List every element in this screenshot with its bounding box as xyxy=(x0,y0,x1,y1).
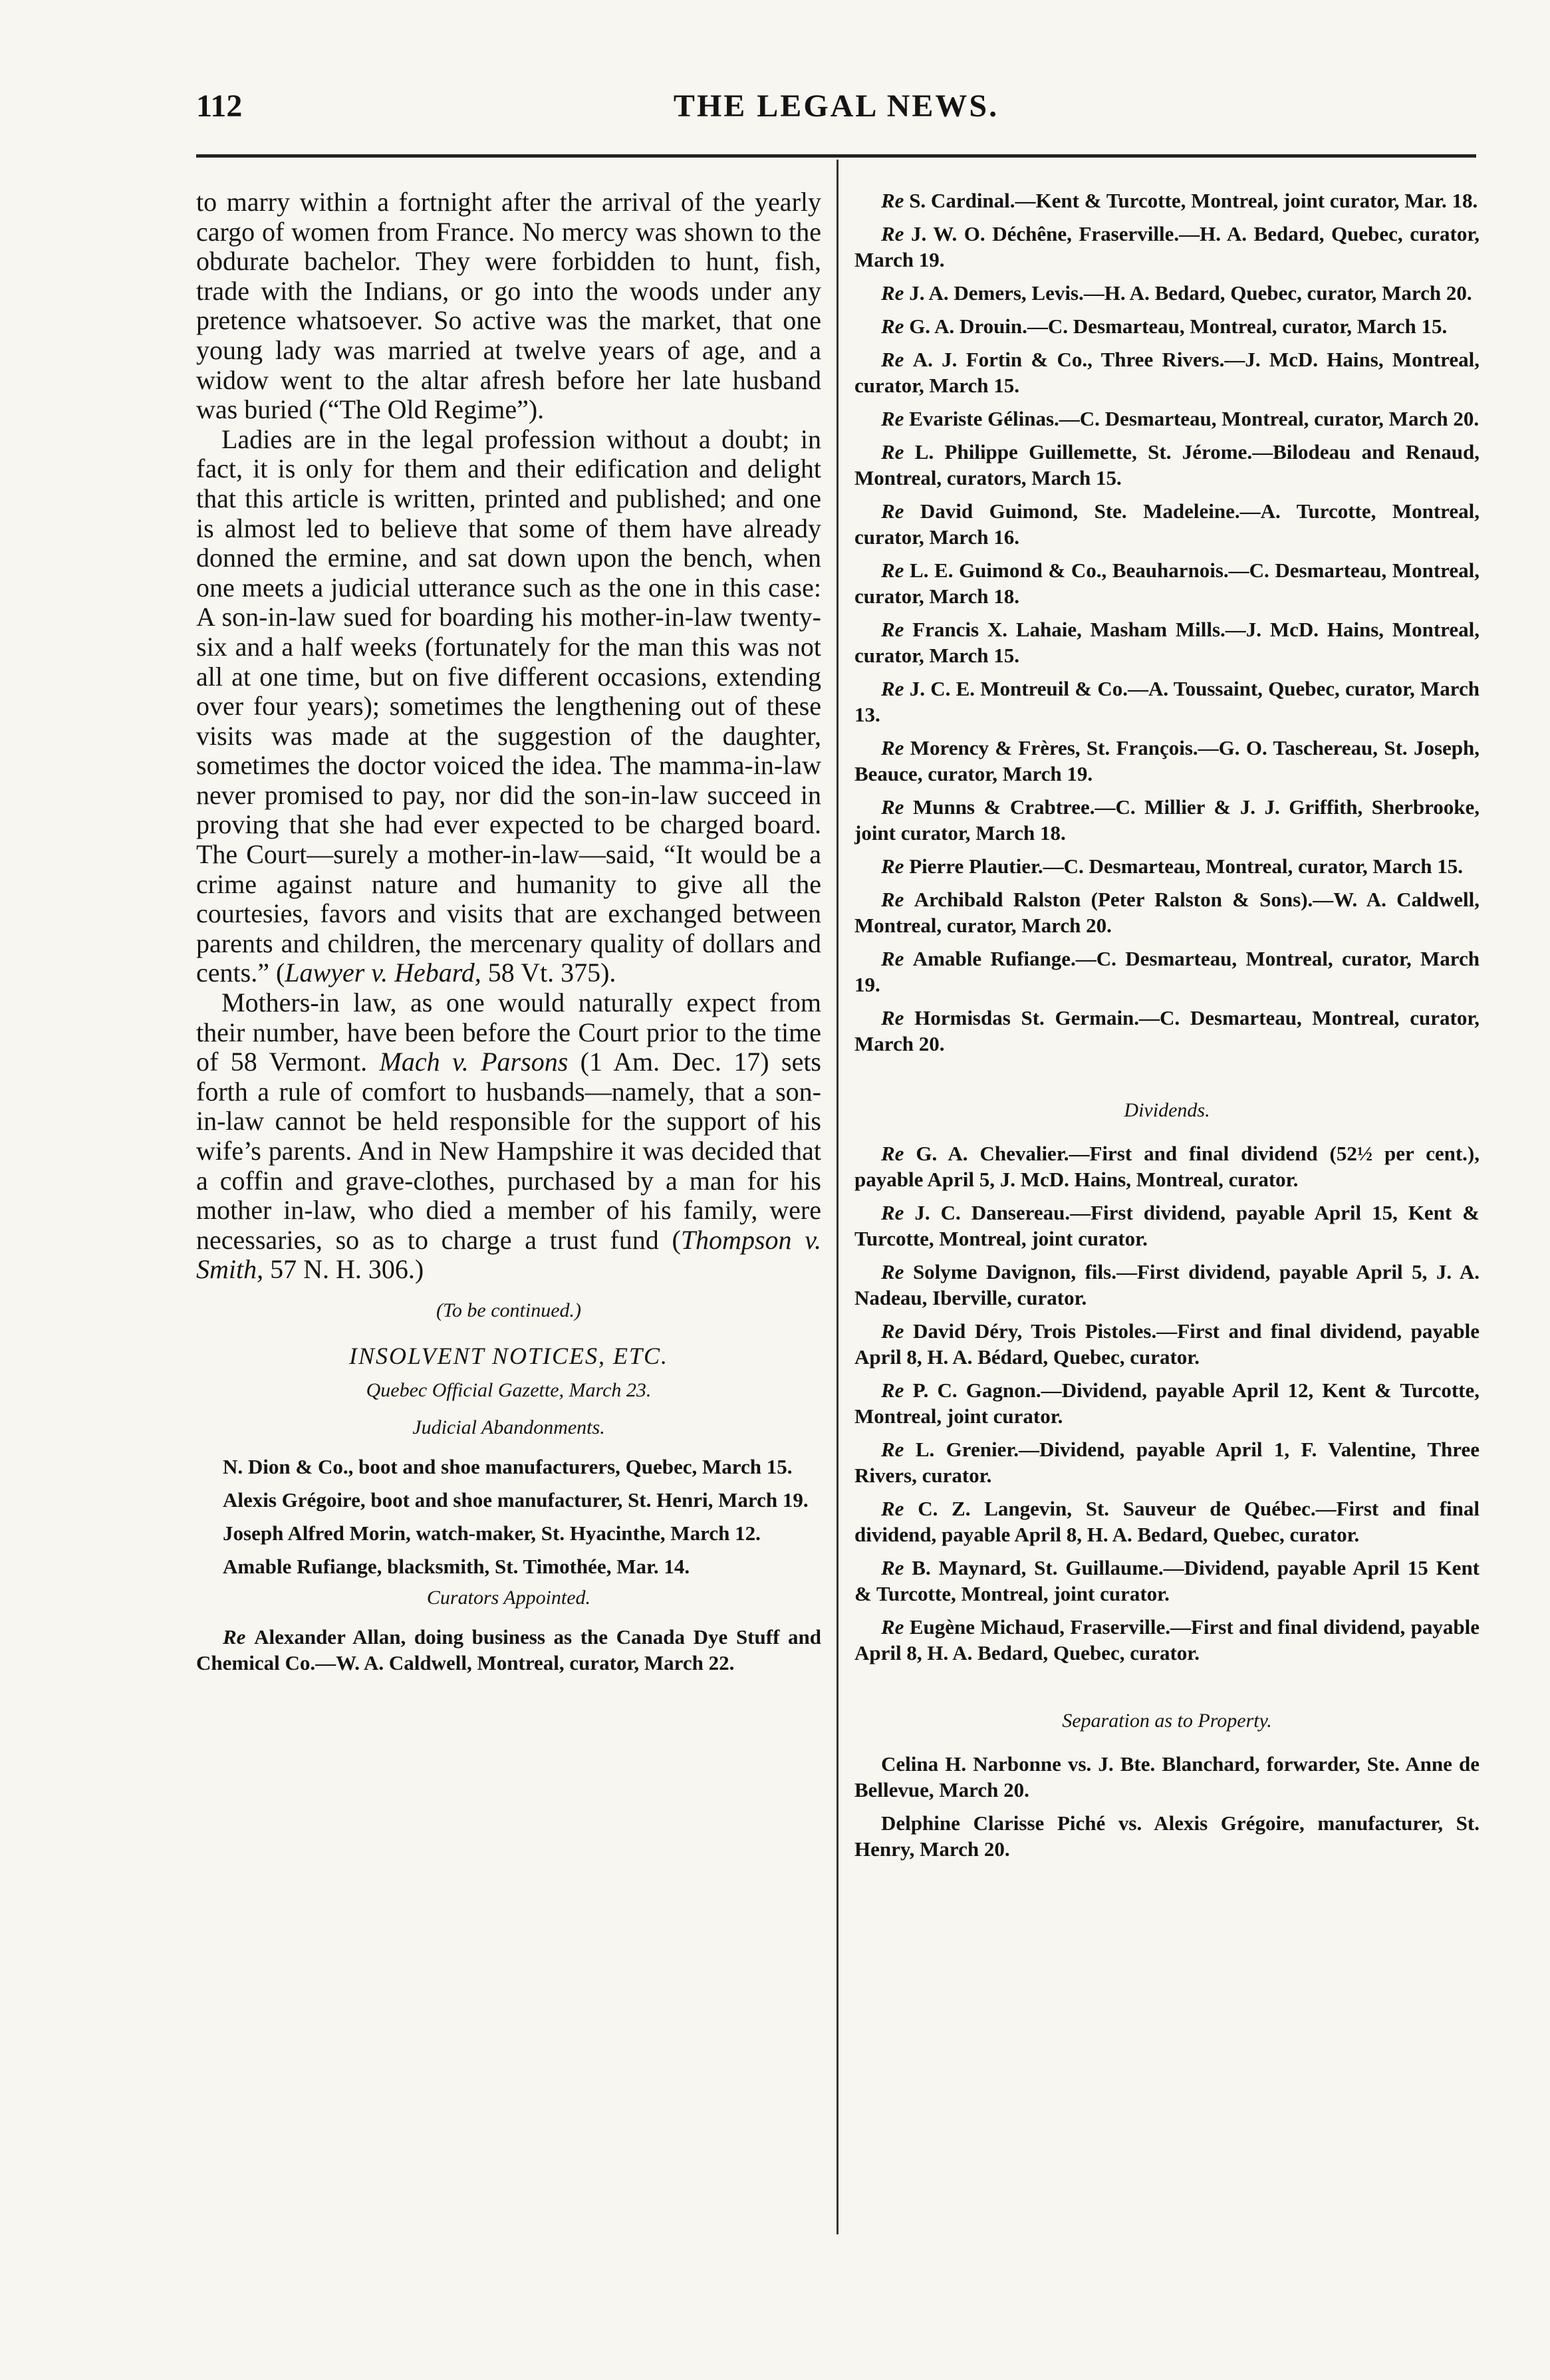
re-prefix: Re xyxy=(881,348,913,371)
re-prefix: Re xyxy=(881,1556,912,1579)
notice-text: Amable Rufiange.—C. Desmarteau, Montreal, curator, March 19. xyxy=(854,947,1480,996)
case-citation: Lawyer v. Hebard, xyxy=(285,958,481,988)
notice-text: Francis X. Lahaie, Masham Mills.—J. McD. Hains, Montreal, curator, March 15. xyxy=(854,618,1480,667)
notice-entry xyxy=(854,886,1480,938)
notice-text: L. E. Guimond & Co., Beauharnois.—C. Desmarteau, Montreal, curator, March 18. xyxy=(854,559,1480,608)
page-number: 112 xyxy=(196,88,243,124)
notice-entry: N. Dion & Co., boot and shoe manufacturers, Quebec, March 15. xyxy=(223,1454,793,1478)
notice-text: Solyme Davignon, fils.—First dividend, payable April 5, J. A. Nadeau, Iberville, curator. xyxy=(854,1260,1480,1309)
curators-right-list xyxy=(854,188,1480,1057)
to-be-continued: (To be continued.) xyxy=(436,1299,582,1321)
notice-entry xyxy=(854,1318,1480,1370)
re-prefix: Re xyxy=(881,559,910,582)
re-prefix: Re xyxy=(881,888,914,911)
re-prefix: Re xyxy=(881,677,910,700)
notice-text: David Déry, Trois Pistoles.—First and final dividend, payable April 8, H. A. Bédard, Quebec, curator. xyxy=(854,1319,1480,1369)
re-prefix: Re xyxy=(881,736,910,759)
notice-text: J. C. Dansereau.—First dividend, payable April 15, Kent & Turcotte, Montreal, joint curator. xyxy=(854,1201,1480,1250)
notice-entry xyxy=(854,853,1480,879)
judicial-abandonments-heading: Judicial Abandonments. xyxy=(412,1416,605,1438)
notice-entry xyxy=(854,557,1480,609)
notice-text: B. Maynard, St. Guillaume.—Dividend, payable April 15 Kent & Turcotte, Montreal, joint curator. xyxy=(854,1556,1480,1605)
essay-paragraph: to marry within a fortnight after the arrival of the yearly cargo of women from France. No mercy was shown to the obdurate bachelor. They were forbidden to hunt, fish, trade with the Indians, or go into the woods under any pretence whatsoever. So active was the market, that one young lady was married at twelve years of age, and a widow went to the altar afresh before her late husband was buried (“The Old Regime”). xyxy=(196,187,821,425)
notice-text: Pierre Plautier.—C. Desmarteau, Montreal, curator, March 15. xyxy=(909,855,1463,878)
citation-reference: 58 Vt. 375). xyxy=(481,958,616,988)
notice-text: Archibald Ralston (Peter Ralston & Sons).—W. A. Caldwell, Montreal, curator, March 20. xyxy=(854,888,1480,937)
dividends-heading: Dividends. xyxy=(1124,1099,1210,1121)
re-prefix: Re xyxy=(881,1615,910,1639)
notice-entry xyxy=(854,1259,1480,1311)
re-prefix: Re xyxy=(881,189,910,212)
re-prefix: Re xyxy=(881,1201,915,1224)
notice-entry xyxy=(196,1624,821,1676)
notice-text: David Guimond, Ste. Madeleine.—A. Turcotte, Montreal, curator, March 16. xyxy=(854,499,1480,549)
header-rule xyxy=(196,154,1476,158)
notice-entry xyxy=(854,794,1480,846)
notice-entry xyxy=(854,188,1480,213)
notice-entry: Delphine Clarisse Piché vs. Alexis Grégoire, manufacturer, St. Henry, March 20. xyxy=(854,1811,1480,1861)
re-prefix: Re xyxy=(881,315,910,338)
notice-entry xyxy=(854,946,1480,997)
judicial-abandonments-list xyxy=(196,1454,821,1579)
page-header xyxy=(196,82,1476,136)
notice-entry xyxy=(854,313,1480,339)
notice-text: Munns & Crabtree.—C. Millier & J. J. Griffith, Sherbrooke, joint curator, March 18. xyxy=(854,795,1480,845)
notice-entry xyxy=(854,616,1480,668)
re-prefix: Re xyxy=(881,795,913,819)
case-citation: Thompson v. Smith, xyxy=(196,1224,821,1285)
re-prefix: Re xyxy=(881,440,915,463)
notice-entry xyxy=(854,221,1480,273)
notice-text: J. A. Demers, Levis.—H. A. Bedard, Quebec, curator, March 20. xyxy=(909,281,1472,305)
notice-entry xyxy=(854,280,1480,306)
essay-text: Mothers-in law, as one would naturally expect from their number, have been before the Court prior to the time of 58 Vermont. xyxy=(196,988,821,1077)
re-prefix: Re xyxy=(881,855,910,878)
re-prefix: Re xyxy=(881,1438,916,1461)
dividends-list xyxy=(854,1140,1480,1666)
essay-text: Ladies are in the legal profession without a doubt; in fact, it is only for them and their edification and delight that this article is written, printed and published; and one is almost led to believe that some of them have already donned the ermine, and sat down upon the bench, when one meets a judicial utterance such as the one in this case: A son-in-law sued for boarding his mother-in-law twenty-six and a half weeks (fortunately for the man this was not all at one time, but on five different occasions, extending over four years); sometimes the lengthening out of these visits was made at the suggestion of the daughter, sometimes the doctor voiced the idea. The mamma-in-law never promised to pay, nor did the son-in-law succeed in proving that she had ever expected to be charged board. The Court—surely a mother-in-law—said, “It would be a crime against nature and humanity to give all the courtesies, favors and visits that are exchanged between parents and children, the mercenary quality of dollars and cents.” xyxy=(196,424,821,988)
right-column xyxy=(854,188,1480,1869)
notice-entry: Alexis Grégoire, boot and shoe manufacturer, St. Henri, March 19. xyxy=(223,1488,809,1512)
re-prefix: Re xyxy=(881,1006,915,1029)
notices-heading: INSOLVENT NOTICES, ETC. xyxy=(348,1342,669,1369)
notice-text: L. Grenier.—Dividend, payable April 1, F. Valentine, Three Rivers, curator. xyxy=(854,1438,1480,1487)
re-prefix: Re xyxy=(881,1260,913,1283)
notice-entry xyxy=(854,1614,1480,1666)
citation-reference: 57 N. H. 306.) xyxy=(263,1254,424,1285)
essay-text: (1 Am. Dec. 17) sets forth a rule of comfort to husbands—namely, that a son-in-law cannot be held responsible for the support of his wife’s parents. And in New Hampshire it was decided that a coffin and grave-clothes, purchased by a man for his mother in-law, who died a member of his family, were necessaries, so as to charge a trust fund ( xyxy=(196,1047,822,1255)
curators-appointed-heading: Curators Appointed. xyxy=(426,1586,591,1609)
notice-text: G. A. Drouin.—C. Desmarteau, Montreal, curator, March 15. xyxy=(909,315,1448,338)
essay xyxy=(196,188,821,1285)
notice-entry: Joseph Alfred Morin, watch-maker, St. Hyacinthe, March 12. xyxy=(223,1521,761,1545)
notice-entry: Celina H. Narbonne vs. J. Bte. Blanchard, forwarder, Ste. Anne de Bellevue, March 20. xyxy=(854,1752,1480,1801)
notice-text: Evariste Gélinas.—C. Desmarteau, Montreal, curator, March 20. xyxy=(909,407,1480,430)
re-prefix: Re xyxy=(881,281,910,305)
gazette-heading: Quebec Official Gazette, March 23. xyxy=(366,1379,652,1401)
re-prefix: Re xyxy=(881,499,920,523)
re-prefix: Re xyxy=(881,1497,918,1520)
re-prefix: Re xyxy=(881,1319,914,1343)
notice-text: Alexander Allan, doing business as the Canada Dye Stuff and Chemical Co.—W. A. Caldwell, Montreal, curator, March 22. xyxy=(196,1625,821,1674)
notice-text: J. W. O. Déchêne, Fraserville.—H. A. Bedard, Quebec, curator, March 19. xyxy=(854,222,1480,271)
notice-entry xyxy=(854,1496,1480,1547)
notice-entry xyxy=(854,676,1480,727)
essay-paragraph: Ladies are in the legal profession without a doubt; in fact, it is only for them and their edification and delight that this article is written, printed and published; and one is almost led to believe that some of them have already donned the ermine, and sat down upon the bench, when one meets a judicial utterance such as the one in this case: A son-in-law sued for boarding his mother-in-law twenty-six and a half weeks (fortunately for the man this was not all at one time, but on five different occasions, extending over four years); sometimes the lengthening out of these visits was made at the suggestion of the daughter, sometimes the doctor voiced the idea. The mamma-in-law never promised to pay, nor did the son-in-law succeed in proving that she had ever expected to be charged board. The Court—surely a mother-in-law—said, “It would be a crime against nature and humanity to give all the courtesies, favors and visits that are exchanged between parents and children, the mercenary quality of dollars and cents.” (Lawyer v. Hebard, 58 Vt. 375). xyxy=(196,424,821,988)
notice-entry: Amable Rufiange, blacksmith, St. Timothée, Mar. 14. xyxy=(223,1554,690,1578)
notice-entry xyxy=(854,1005,1480,1057)
notice-text: Hormisdas St. Germain.—C. Desmarteau, Montreal, curator, March 20. xyxy=(854,1006,1480,1055)
case-citation: Mach v. Parsons xyxy=(379,1047,569,1077)
curators-left-list xyxy=(196,1624,821,1676)
notice-text: J. C. E. Montreuil & Co.—A. Toussaint, Quebec, curator, March 13. xyxy=(854,677,1480,726)
separation-heading: Separation as to Property. xyxy=(1062,1710,1272,1732)
re-prefix: Re xyxy=(881,1142,916,1165)
notice-text: S. Cardinal.—Kent & Turcotte, Montreal, joint curator, Mar. 18. xyxy=(909,189,1478,212)
notice-text: P. C. Gagnon.—Dividend, payable April 12, Kent & Turcotte, Montreal, joint curator. xyxy=(854,1379,1480,1428)
notice-text: C. Z. Langevin, St. Sauveur de Québec.—First and final dividend, payable April 8, H. A. Bedard, Quebec, curator. xyxy=(854,1497,1480,1546)
notice-entry xyxy=(854,346,1480,398)
notice-text: Morency & Frères, St. François.—G. O. Taschereau, St. Joseph, Beauce, curator, March 19. xyxy=(854,736,1480,785)
notice-entry xyxy=(854,406,1480,432)
notice-entry xyxy=(854,735,1480,787)
essay-paragraph xyxy=(196,988,821,1285)
notice-text: A. J. Fortin & Co., Three Rivers.—J. McD. Hains, Montreal, curator, March 15. xyxy=(854,348,1480,397)
re-prefix: Re xyxy=(881,407,910,430)
re-prefix: Re xyxy=(881,222,912,245)
left-column xyxy=(196,188,821,1683)
notice-entry xyxy=(854,1200,1480,1252)
re-prefix: Re xyxy=(881,1379,913,1402)
notice-entry xyxy=(854,1140,1480,1192)
notice-text: Eugène Michaud, Fraserville.—First and final dividend, payable April 8, H. A. Bedard, Quebec, curator. xyxy=(854,1615,1480,1664)
running-head: THE LEGAL NEWS. xyxy=(673,88,999,124)
notice-entry xyxy=(854,1377,1480,1429)
notice-entry xyxy=(854,439,1480,491)
notice-entry xyxy=(854,498,1480,550)
notice-entry xyxy=(854,1555,1480,1607)
notice-text: G. A. Chevalier.—First and final dividend (52½ per cent.), payable April 5, J. McD. Hains, Montreal, curator. xyxy=(854,1142,1480,1191)
column-rule xyxy=(837,160,839,2234)
notice-text: L. Philippe Guillemette, St. Jérome.—Bilodeau and Renaud, Montreal, curators, March 15. xyxy=(854,440,1480,489)
re-prefix: Re xyxy=(223,1625,255,1649)
re-prefix: Re xyxy=(881,618,913,641)
notice-entry xyxy=(854,1436,1480,1488)
re-prefix: Re xyxy=(881,947,913,970)
separation-list xyxy=(854,1751,1480,1862)
